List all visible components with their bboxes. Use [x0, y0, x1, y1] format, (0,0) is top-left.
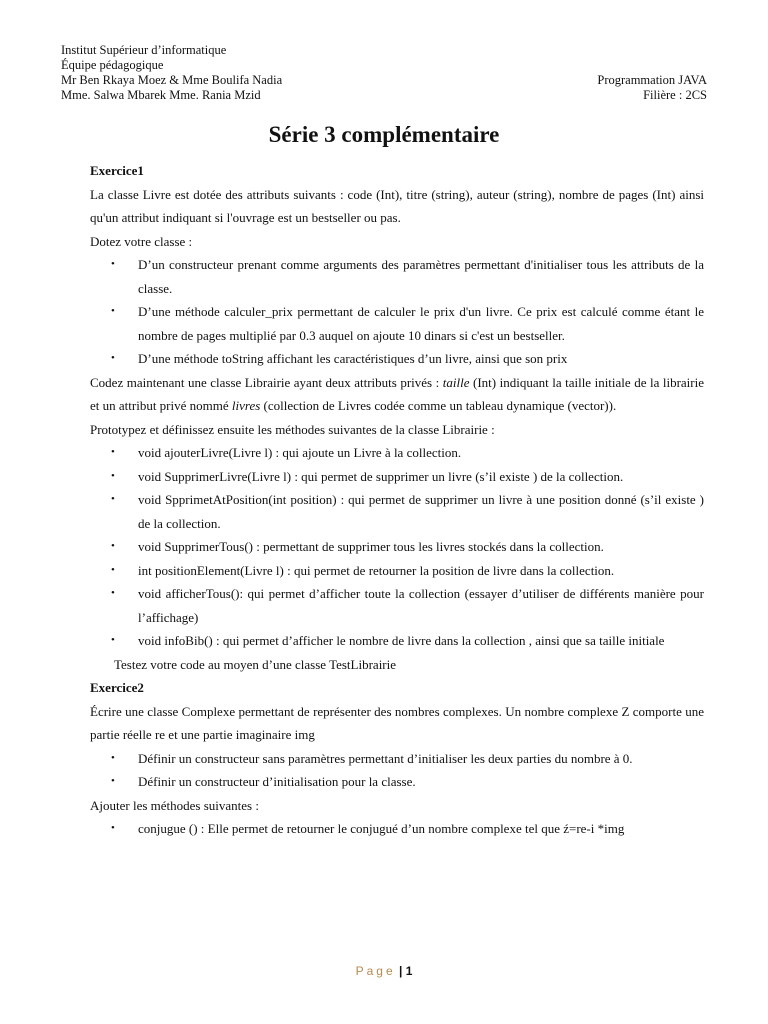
bullet-icon: • — [111, 305, 115, 317]
list-item: • void SpprimetAtPosition(int position) : qui permet de supprimer un livre à une position donné (s’il existe ) de la collection. — [90, 488, 704, 535]
bullet-icon: • — [111, 775, 115, 787]
exercise2-constructor-list — [90, 747, 704, 794]
header-teachers: Mr Ben Rkaya Moez & Mme Boulifa Nadia — [61, 73, 283, 87]
bullet-icon: • — [111, 540, 115, 552]
list-item: • D’un constructeur prenant comme arguments des paramètres permettant d'initialiser tous les attributs de la classe. — [90, 253, 704, 300]
list-item: • conjugue () : Elle permet de retourner le conjugué d’un nombre complexe tel que ź=re-i *img — [90, 817, 704, 841]
list-item: • D’une méthode calculer_prix permettant de calculer le prix d'un livre. Ce prix est calculé comme étant le nombre de pages multiplié par 0.3 auquel on ajoute 10 dinars si c'est un bestseller. — [90, 300, 704, 347]
exercise1-proto: Prototypez et définissez ensuite les méthodes suivantes de la classe Librairie : — [90, 421, 495, 437]
exercise1-title: Exercice1 — [90, 163, 144, 178]
header-institute: Institut Supérieur d’informatique — [61, 43, 227, 57]
exercise2-title: Exercice2 — [90, 680, 144, 695]
header-team: Équipe pédagogique — [61, 58, 164, 72]
exercise2-ajouter: Ajouter les méthodes suivantes : — [90, 797, 259, 813]
bullet-icon: • — [111, 563, 115, 576]
exercise1-method-list — [90, 441, 704, 653]
bullet-icon: • — [111, 258, 115, 270]
page-number: 1 — [405, 964, 413, 978]
list-item: • void SupprimerTous() : permettant de supprimer tous les livres stockés dans la collection. — [90, 535, 704, 559]
page-title: Série 3 complémentaire — [268, 122, 500, 147]
page-separator: | — [398, 964, 403, 978]
bullet-icon: • — [111, 822, 115, 834]
list-item: • void ajouterLivre(Livre l) : qui ajoute un Livre à la collection. — [90, 441, 704, 465]
bullet-icon: • — [111, 352, 115, 364]
list-item: • Définir un constructeur sans paramètres permettant d’initialiser les deux parties du nombre à 0. — [90, 747, 704, 771]
header-row-teachers — [61, 73, 707, 88]
header-row-assistants — [61, 88, 707, 103]
list-item: • void SupprimerLivre(Livre l) : qui permet de supprimer un livre (s’il existe ) de la collection. — [90, 465, 704, 489]
taille-term: taille — [442, 374, 470, 390]
list-item: • int positionElement(Livre l) : qui permet de retourner la position de livre dans la collection. — [90, 559, 704, 583]
exercise1-class-list — [90, 253, 704, 371]
bullet-icon: • — [111, 587, 115, 599]
exercise2-method-list — [90, 817, 704, 841]
exercise1-testez: Testez votre code au moyen d’une classe TestLibrairie — [114, 656, 397, 672]
exercise1-intro: La classe Livre est dotée des attributs suivants : code (Int), titre (string), auteur (string), nombre de pages (Int) ainsi qu'un attribut indiquant si l'ouvrage est un bestseller ou pas. — [90, 186, 704, 225]
bullet-icon: • — [111, 634, 115, 646]
document-body — [90, 159, 704, 841]
page-label: Page — [355, 964, 396, 978]
list-item: • Définir un constructeur d’initialisation pour la classe. — [90, 770, 704, 794]
exercise1-librairie-paragraph: Codez maintenant une classe Librairie ayant deux attributs privés : taille (Int) indiquant la taille initiale de la librairie et un attribut privé nommé livres (collection de Livres codée comme un tableau dynamique (vector)). — [90, 374, 705, 413]
bullet-icon: • — [111, 751, 115, 764]
header-filiere: Filière : 2CS — [643, 88, 707, 102]
bullet-icon: • — [111, 469, 115, 482]
header-course: Programmation JAVA — [597, 73, 707, 87]
bullet-icon: • — [111, 493, 115, 505]
header-assistants: Mme. Salwa Mbarek Mme. Rania Mzid — [61, 88, 261, 102]
list-item: • void infoBib() : qui permet d’afficher le nombre de livre dans la collection , ainsi que sa taille initiale — [90, 629, 704, 653]
exercise2-intro: Écrire une classe Complexe permettant de représenter des nombres complexes. Un nombre complexe Z comporte une partie réelle re et une partie imaginaire img — [90, 703, 704, 742]
exercise1-dotez: Dotez votre classe : — [90, 233, 193, 249]
bullet-icon: • — [111, 446, 115, 458]
livres-term: livres — [231, 398, 261, 413]
list-item: • D’une méthode toString affichant les caractéristiques d’un livre, ainsi que son prix — [90, 347, 704, 371]
document-header — [61, 43, 707, 103]
page-footer — [0, 964, 768, 978]
list-item: • void afficherTous(): qui permet d’afficher toute la collection (essayer d’utiliser de différents manière pour l’affichage) — [90, 582, 704, 629]
